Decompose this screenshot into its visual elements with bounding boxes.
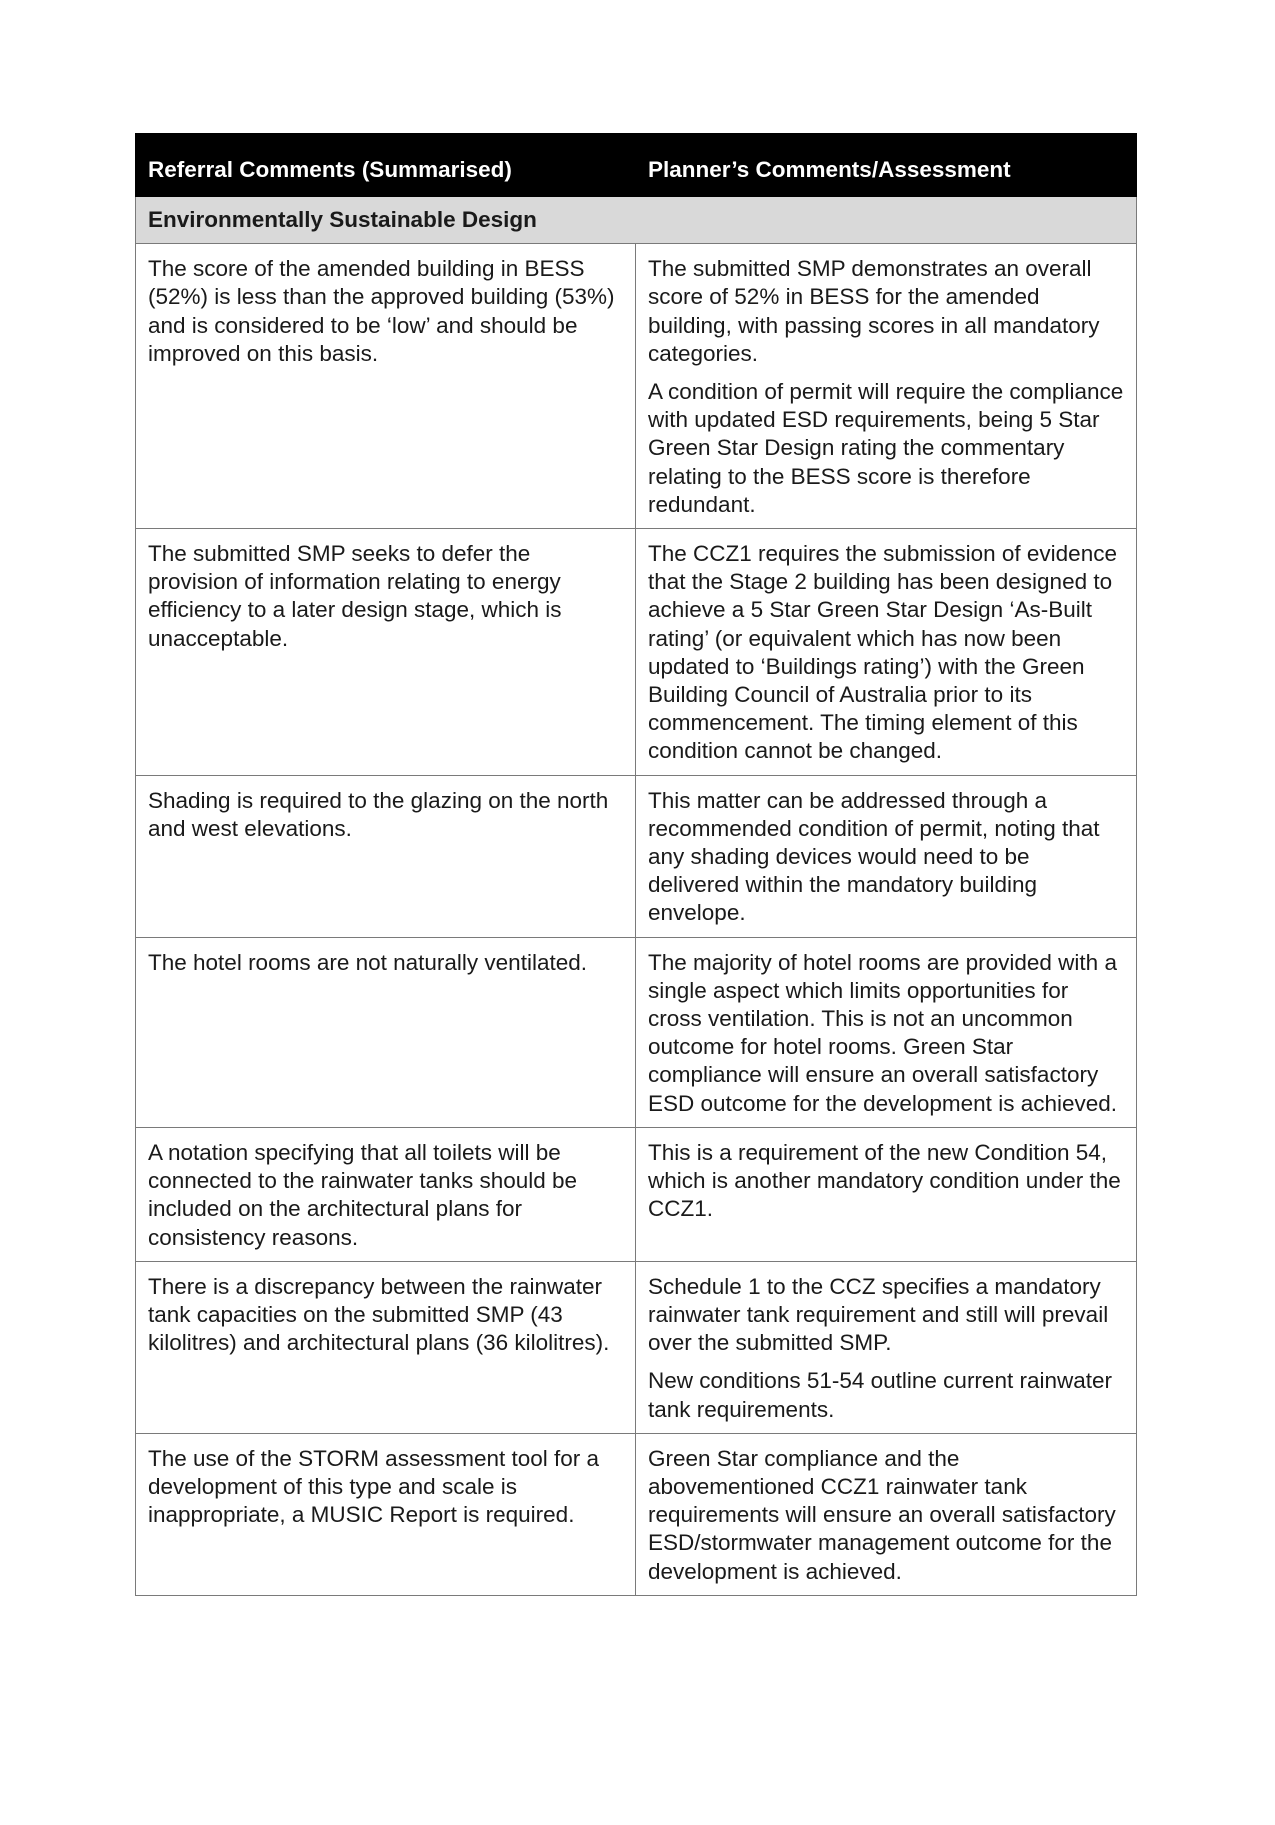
cell-paragraph: The use of the STORM assessment tool for a development of this type and scale is inappropriate, a MUSIC Report is required. — [148, 1445, 600, 1528]
planner-cell — [636, 775, 1137, 937]
section-title: Environmentally Sustainable Design — [136, 197, 1137, 244]
cell-paragraph: New conditions 51-54 outline current rainwater tank requirements. — [648, 1368, 1112, 1422]
referral-cell — [136, 1127, 636, 1261]
header-planner-comments: Planner’s Comments/Assessment — [636, 134, 1137, 197]
cell-paragraph: Shading is required to the glazing on the north and west elevations. — [148, 787, 609, 841]
referral-cell — [136, 529, 636, 776]
cell-paragraph: A notation specifying that all toilets will be connected to the rainwater tanks should be included on the architectural plans for consistency reasons. — [148, 1139, 578, 1250]
table-header-row — [136, 134, 1137, 197]
table-row — [136, 937, 1137, 1127]
cell-paragraph: Green Star compliance and the abovementioned CCZ1 rainwater tank requirements will ensure an overall satisfactory ESD/stormwater management outcome for the development is achieved. — [648, 1445, 1116, 1584]
planner-cell — [636, 1127, 1137, 1261]
table-row — [136, 1433, 1137, 1595]
referral-cell — [136, 1433, 636, 1595]
cell-paragraph: The score of the amended building in BESS (52%) is less than the approved building (53%) and is considered to be ‘low’ and should be improved on this basis. — [148, 256, 615, 366]
cell-paragraph: This is a requirement of the new Condition 54, which is another mandatory condition under the CCZ1. — [648, 1139, 1121, 1222]
cell-paragraph: The majority of hotel rooms are provided with a single aspect which limits opportunities for cross ventilation. This is not an uncommon outcome for hotel rooms. Green Star compliance will ensure an overall satisfactory ESD outcome for the development is achieved. — [648, 949, 1118, 1116]
planner-cell — [636, 1261, 1137, 1433]
referral-cell — [136, 937, 636, 1127]
planner-cell — [636, 937, 1137, 1127]
table-row — [136, 1261, 1137, 1433]
table-row — [136, 1127, 1137, 1261]
table-body — [136, 197, 1137, 1596]
header-referral-comments: Referral Comments (Summarised) — [136, 134, 636, 197]
cell-paragraph: The submitted SMP demonstrates an overall score of 52% in BESS for the amended building, with passing scores in all mandatory categories. — [648, 256, 1100, 366]
table-row — [136, 244, 1137, 529]
cell-paragraph: The submitted SMP seeks to defer the provision of information relating to energy efficiency to a later design stage, which is unacceptable. — [148, 541, 562, 651]
cell-paragraph: The hotel rooms are not naturally ventilated. — [148, 949, 587, 975]
referral-cell — [136, 244, 636, 529]
cell-paragraph: Schedule 1 to the CCZ specifies a mandatory rainwater tank requirement and still will prevail over the submitted SMP. — [648, 1273, 1109, 1356]
table-row — [136, 775, 1137, 937]
cell-paragraph: This matter can be addressed through a recommended condition of permit, noting that any shading devices would need to be delivered within the mandatory building envelope. — [648, 787, 1100, 926]
referral-cell — [136, 775, 636, 937]
comments-table — [135, 133, 1137, 1596]
planner-cell — [636, 1433, 1137, 1595]
planner-cell — [636, 529, 1137, 776]
cell-paragraph: The CCZ1 requires the submission of evidence that the Stage 2 building has been designed to achieve a 5 Star Green Star Design ‘As-Built rating’ (or equivalent which has now been updated to ‘Buildings rating’) with the Green Building Council of Australia prior to its commencement. The timing element of this condition cannot be changed. — [648, 541, 1117, 764]
cell-paragraph: There is a discrepancy between the rainwater tank capacities on the submitted SMP (43 kilolitres) and architectural plans (36 kilolitres). — [148, 1273, 610, 1356]
section-row — [136, 197, 1137, 244]
planner-cell — [636, 244, 1137, 529]
cell-paragraph: A condition of permit will require the compliance with updated ESD requirements, being 5 Star Green Star Design rating the commentary relating to the BESS score is therefore redundant. — [648, 379, 1124, 517]
table-row — [136, 529, 1137, 776]
referral-cell — [136, 1261, 636, 1433]
